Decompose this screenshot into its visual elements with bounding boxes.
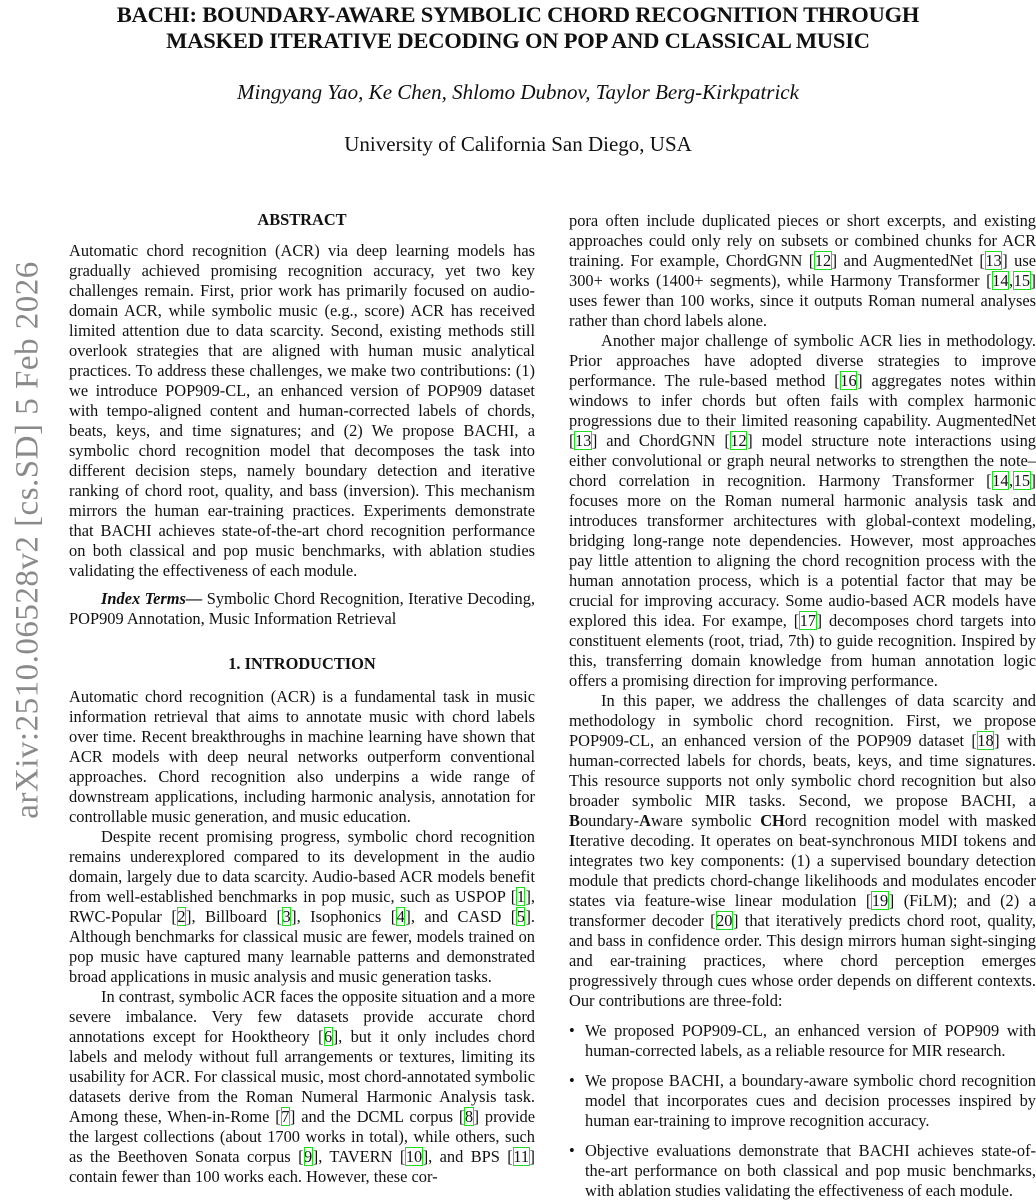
citation-link[interactable]: 10 <box>405 1147 423 1166</box>
citation-link[interactable]: 6 <box>324 1027 333 1046</box>
intro-paragraph-5: In this paper, we address the challenges of data scarcity and methodology in symbolic chord recognition. First, we propose POP909-CL, an enhanced version of the POP909 dataset [18] with human-corrected labels for chords, beats, keys, and time signatures. This resource supports not only symbolic chord recognition but also broader symbolic MIR tasks. Second, we propose BACHI, a Boundary-Aware symbolic CHord recognition model with masked Iterative decoding. It operates on beat-synchronous MIDI tokens and integrates two key components: (1) a supervised boundary detection module that predicts chord-change likelihoods and modulates encoder states via feature-wise linear modulation [19] (FiLM); and (2) a transformer decoder [20] that iteratively predicts chord root, quality, and bass in confidence order. This design mirrors human sight-singing and ear-training practices, where chord perception emerges progressively through cues whose order depends on different contexts. Our contributions are three-fold: <box>569 691 1036 1010</box>
index-terms <box>69 589 535 629</box>
authors: Mingyang Yao, Ke Chen, Shlomo Dubnov, Taylor Berg-Kirkpatrick <box>237 80 799 104</box>
citation-link[interactable]: 9 <box>304 1147 313 1166</box>
left-column <box>69 210 535 1187</box>
arxiv-stamp <box>6 195 50 885</box>
index-terms-label: Index Terms— <box>101 589 203 608</box>
citation-link[interactable]: 18 <box>977 731 994 750</box>
citation-link[interactable]: 17 <box>799 611 817 630</box>
citation-link[interactable]: 16 <box>840 371 857 390</box>
citation-link[interactable]: 4 <box>396 907 405 926</box>
contribution-bullet: • We proposed POP909-CL, an enhanced version of POP909 with human-corrected labels, as a reliable resource for MIR research. <box>569 1021 1036 1061</box>
intro-paragraph-4: Another major challenge of symbolic ACR lies in methodology. Prior approaches have adopted diverse strategies to improve performance. The rule-based method [16] aggregates notes within windows to infer chords but often fails with complex harmonic progressions due to their limited reasoning capability. AugmentedNet [13] and ChordGNN [12] model structure note interactions using either convolutional or graph neural networks to strengthen the note–chord correlation in recognition. Harmony Transformer [14,15] focuses more on the Roman numeral harmonic analysis task and introduces transformer architectures with global-context modeling, bridging long-range note dependencies. However, most approaches pay little attention to aligning the chord recognition process with the human annotation process, which is a potential factor that may be crucial for improving accuracy. Some audio-based ACR models have explored this idea. For exampe, [17] decomposes chord targets into constituent elements (root, triad, 7th) to guide recognition. Inspired by this, transferring domain knowledge from human annotation logic offers a promising direction for improving performance. <box>569 331 1036 690</box>
citation-link[interactable]: 15 <box>1013 271 1031 290</box>
right-column <box>569 211 1036 1201</box>
title-line-2: MASKED ITERATIVE DECODING ON POP AND CLASSICAL MUSIC <box>166 28 870 53</box>
citation-link[interactable]: 12 <box>814 251 832 270</box>
citation-link[interactable]: 19 <box>871 891 889 910</box>
citation-link[interactable]: 14 <box>992 471 1009 490</box>
intro-heading: 1. INTRODUCTION <box>228 654 376 673</box>
abstract-text: Automatic chord recognition (ACR) via deep learning models has gradually achieved promising recognition accuracy, yet two key challenges remain. First, prior work has primarily focused on audio-domain ACR, while symbolic music (e.g., score) ACR has received limited attention due to data scarcity. Second, existing methods still overlook strategies that are aligned with human music analytical practices. To address these challenges, we make two contributions: (1) we introduce POP909-CL, an enhanced version of POP909 dataset with tempo-aligned content and human-corrected labels of chords, beats, keys, and time signatures; and (2) We propose BACHI, a symbolic chord recognition model that decomposes the task into different decision steps, namely boundary detection and iterative ranking of chord root, quality, and bass (inversion). This mechanism mirrors the human ear-training practices. Experiments demonstrate that BACHI achieves state-of-the-art chord recognition performance on both classical and pop music benchmarks, with ablation studies validating the effectiveness of each module. <box>69 241 535 580</box>
citation-link[interactable]: 12 <box>730 431 747 450</box>
arxiv-stamp-text: arXiv:2510.06528v2 [cs.SD] 5 Feb 2026 <box>9 261 46 819</box>
citation-link[interactable]: 3 <box>282 907 291 926</box>
intro-paragraph-3-cont: pora often include duplicated pieces or short excerpts, and existing approaches could only rely on subsets or combined chunks for ACR training. For example, ChordGNN [12] and AugmentedNet [13] use 300+ works (1400+ segments), while Harmony Transformer [14,15] uses fewer than 100 works, since it outputs Roman numeral analyses rather than chord labels alone. <box>569 211 1036 330</box>
citation-link[interactable]: 15 <box>1013 471 1031 490</box>
citation-link[interactable]: 5 <box>516 907 525 926</box>
citation-link[interactable]: 14 <box>992 271 1009 290</box>
intro-paragraph-1: Automatic chord recognition (ACR) is a fundamental task in music information retrieval that aims to annotate music with chord labels over time. Recent breakthroughs in machine learning have shown that ACR models with deep neural networks outperform conventional approaches. Chord recognition also underpins a wide range of downstream applications, including harmonic analysis, annotation for controllable music generation, and music education. <box>69 687 535 826</box>
citation-link[interactable]: 2 <box>177 907 186 926</box>
citation-link[interactable]: 13 <box>985 251 1002 270</box>
contribution-bullet: • Objective evaluations demonstrate that BACHI achieves state-of-the-art performance on both classical and pop music benchmarks, with ablation studies validating the effectiveness of each module. <box>569 1141 1036 1201</box>
title-line-1: BACHI: BOUNDARY-AWARE SYMBOLIC CHORD RECOGNITION THROUGH <box>116 2 920 27</box>
citation-link[interactable]: 1 <box>516 887 525 906</box>
citation-link[interactable]: 11 <box>513 1147 530 1166</box>
citation-link[interactable]: 7 <box>281 1107 290 1126</box>
intro-paragraph-2: Despite recent promising progress, symbolic chord recognition remains underexplored compared to its development in the audio domain, largely due to data scarcity. Audio-based ACR models benefit from well-established benchmarks in pop music, such as USPOP [1], RWC-Popular [2], Billboard [3], Isophonics [4], and CASD [5]. Although benchmarks for classical music are fewer, models trained on pop music have captured many learnable patterns and demonstrated broad applications in music analysis and music generation tasks. <box>69 827 535 986</box>
index-terms-text: Symbolic Chord Recognition, Iterative Decoding, POP909 Annotation, Music Information Retrieval <box>69 589 536 628</box>
citation-link[interactable]: 20 <box>716 911 733 930</box>
citation-link[interactable]: 13 <box>574 431 592 450</box>
abstract-heading: ABSTRACT <box>257 210 347 229</box>
paper-title <box>0 2 1036 54</box>
intro-paragraph-3: In contrast, symbolic ACR faces the opposite situation and a more severe imbalance. Very few datasets provide accurate chord annotations except for Hooktheory [6], but it only includes chord labels and melody without full arrangements or textures, limiting its usability for ACR. For classical music, most chord-annotated symbolic datasets derive from the Roman Numeral Harmonic Analysis task. Among these, When-in-Rome [7] and the DCML corpus [8] provide the largest collections (about 1700 works in total), while others, such as the Beethoven Sonata corpus [9], TAVERN [10], and BPS [11] contain fewer than 100 works each. However, these cor- <box>69 987 536 1186</box>
contribution-bullet: • We propose BACHI, a boundary-aware symbolic chord recognition model that incorporates cues and decision processes inspired by human ear-training to improve recognition accuracy. <box>569 1071 1036 1131</box>
affiliation: University of California San Diego, USA <box>344 132 692 156</box>
citation-link[interactable]: 8 <box>464 1107 474 1126</box>
